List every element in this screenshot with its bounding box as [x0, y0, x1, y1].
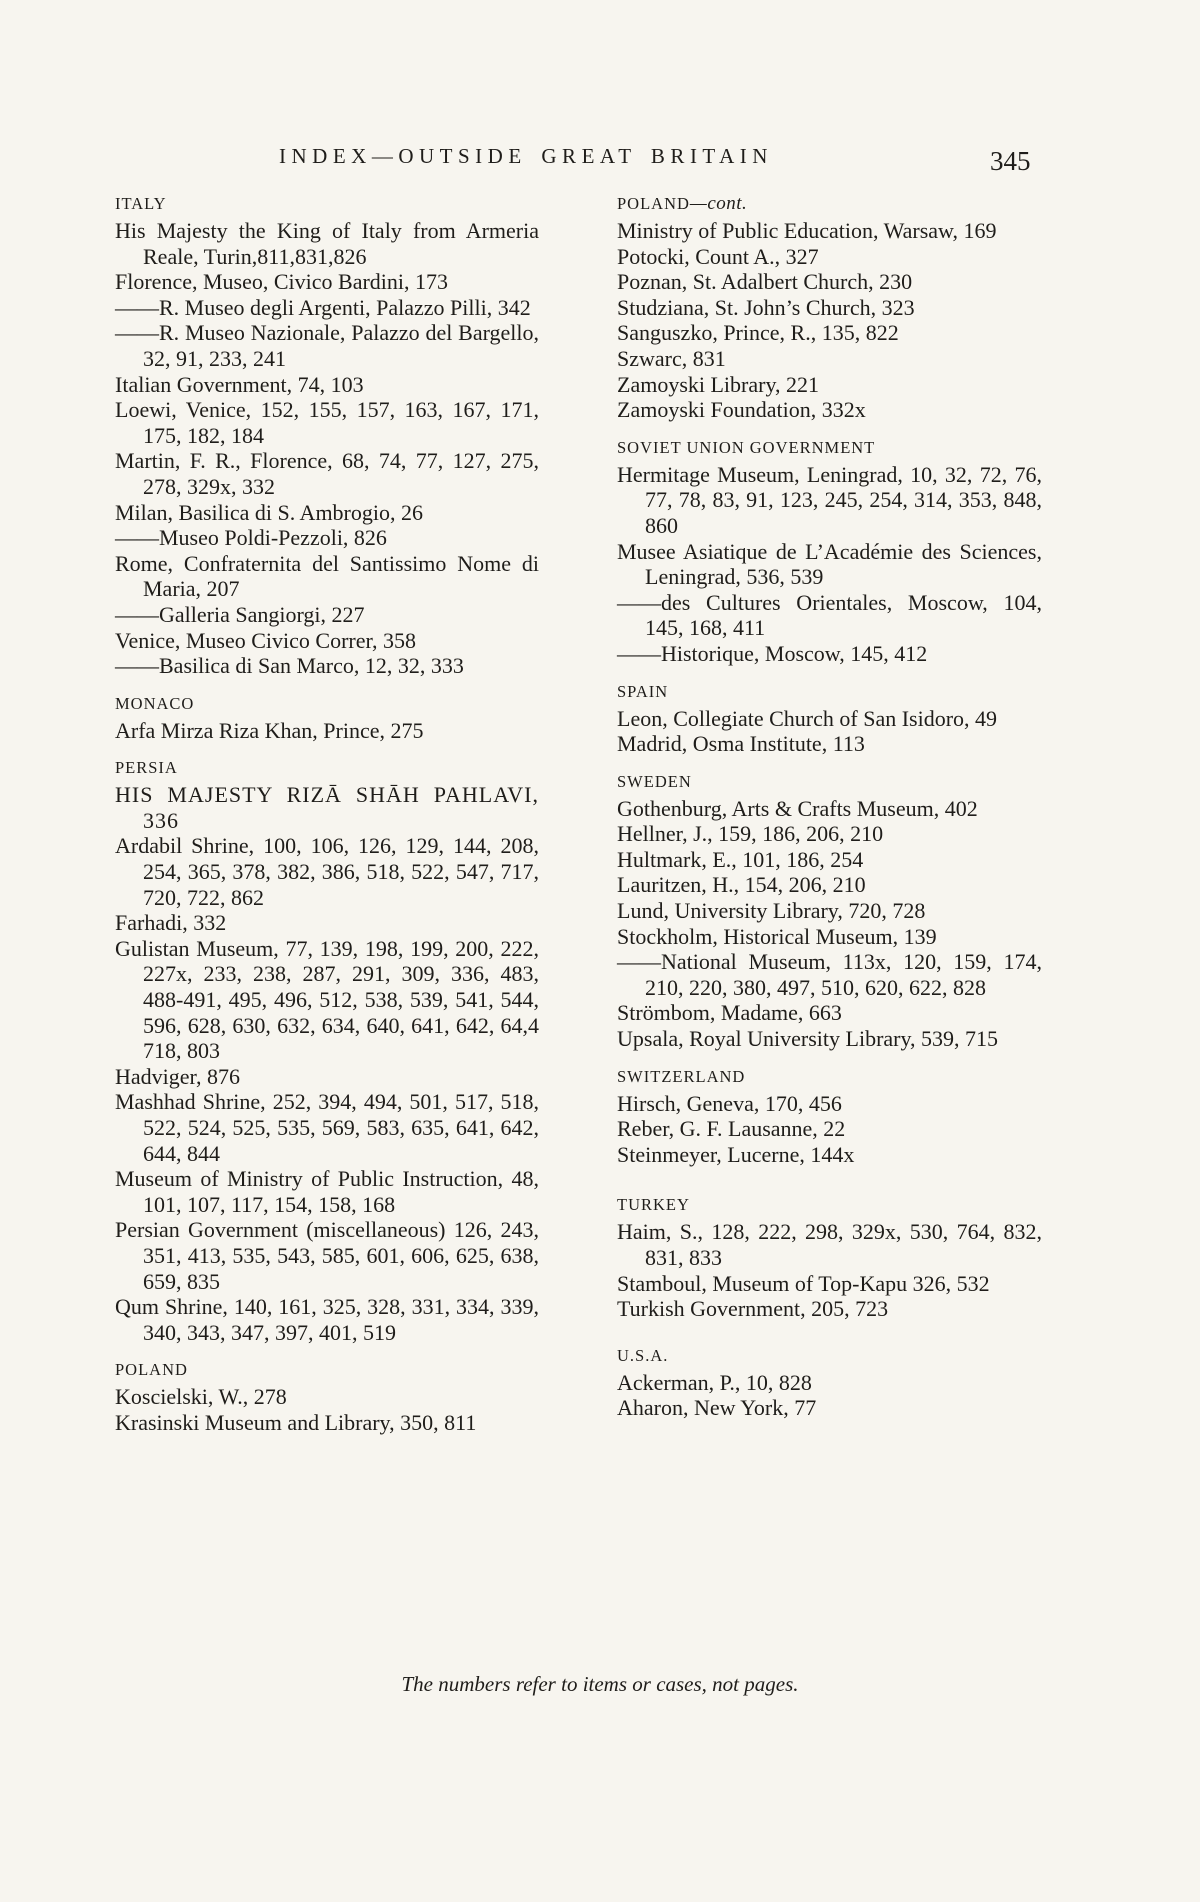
running-title: INDEX—OUTSIDE GREAT BRITAIN [279, 144, 773, 168]
index-entry: Rome, Confraternita del Santissimo Nome di Maria, 207 [115, 550, 539, 602]
index-entry: Loewi, Venice, 152, 155, 157, 163, 167, 171, 175, 182, 184 [115, 397, 539, 448]
index-entry: Koscielski, W., 278 [115, 1384, 287, 1410]
index-entry: Ministry of Public Education, Warsaw, 169 [617, 218, 997, 243]
index-entry: Arfa Mirza Riza Khan, Prince, 275 [115, 717, 424, 743]
section-heading-switzerland: SWITZERLAND [617, 1066, 746, 1086]
section-heading-cont: —cont. [689, 193, 748, 214]
index-entry: Upsala, Royal University Library, 539, 715 [617, 1026, 999, 1052]
index-entry: His Majesty the King of Italy from Armeria Reale, Turin,811,831,826 [115, 218, 539, 269]
index-entry-royal: HIS MAJESTY RIZĀ SHĀH PAHLAVI, 336 [115, 782, 539, 833]
index-entry: Hellner, J., 159, 186, 206, 210 [617, 821, 884, 847]
index-entry: ——des Cultures Orientales, Moscow, 104, 145, 168, 411 [617, 589, 1042, 641]
index-entry: Stockholm, Historical Museum, 139 [617, 923, 937, 949]
index-entry: Aharon, New York, 77 [617, 1395, 817, 1421]
index-entry: Potocki, Count A., 327 [617, 243, 819, 269]
index-entry: Steinmeyer, Lucerne, 144x [617, 1141, 855, 1167]
index-entry: Hermitage Museum, Leningrad, 10, 32, 72, 76, 77, 78, 83, 91, 123, 245, 254, 314, 353, 848, 860 [617, 461, 1042, 538]
index-entry: Museum of Ministry of Public Instruction, 48, 101, 107, 117, 154, 158, 168 [115, 1166, 539, 1217]
section-heading-monaco: MONACO [115, 693, 195, 713]
index-entry: Lund, University Library, 720, 728 [617, 898, 926, 924]
page-number: 345 [990, 146, 1031, 176]
index-entry: Martin, F. R., Florence, 68, 74, 77, 127, 275, 278, 329x, 332 [115, 448, 539, 499]
running-head [0, 144, 1200, 184]
index-entry: Strömbom, Madame, 663 [617, 1000, 842, 1026]
index-entry: Zamoyski Foundation, 332x [617, 397, 866, 423]
index-entry: Florence, Museo, Civico Bardini, 173 [115, 269, 449, 295]
index-entry: Reber, G. F. Lausanne, 22 [617, 1116, 846, 1142]
section-heading-turkey: TURKEY [617, 1195, 690, 1215]
index-entry: Mashhad Shrine, 252, 394, 494, 501, 517, 518, 522, 524, 525, 535, 569, 583, 635, 641, 642, 644, 844 [115, 1089, 539, 1166]
section-heading-spain: SPAIN [617, 681, 669, 701]
index-entry: Farhadi, 332 [115, 910, 227, 936]
index-entry: ——National Museum, 113x, 120, 159, 174, 210, 220, 380, 497, 510, 620, 622, 828 [617, 949, 1042, 1000]
section-heading-persia: PERSIA [115, 758, 178, 778]
index-entry: Haim, S., 128, 222, 298, 329x, 530, 764, 832, 831, 833 [617, 1219, 1042, 1270]
section-heading-poland: POLAND [115, 1360, 188, 1380]
right-column [617, 194, 1042, 1421]
index-entry: Milan, Basilica di S. Ambrogio, 26 [115, 499, 423, 525]
index-entry: Qum Shrine, 140, 161, 325, 328, 331, 334, 339, 340, 343, 347, 397, 401, 519 [115, 1294, 539, 1345]
index-entry: ——Galleria Sangiorgi, 227 [115, 601, 365, 627]
index-entry: Lauritzen, H., 154, 206, 210 [617, 872, 866, 898]
index-entry: ——Historique, Moscow, 145, 412 [617, 640, 928, 666]
index-entry: Poznan, St. Adalbert Church, 230 [617, 269, 913, 295]
index-entry: Stamboul, Museum of Top-Kapu 326, 532 [617, 1270, 990, 1296]
index-entry: Leon, Collegiate Church of San Isidoro, 49 [617, 705, 998, 731]
index-entry: Italian Government, 74, 103 [115, 371, 364, 397]
index-entry: Studziana, St. John’s Church, 323 [617, 294, 915, 320]
footnote: The numbers refer to items or cases, not pages. [401, 1672, 799, 1696]
index-entry: Hadviger, 876 [115, 1063, 240, 1089]
section-heading-sweden: SWEDEN [617, 771, 692, 791]
index-entry: Musee Asiatique de L’Académie des Sciences, Leningrad, 536, 539 [617, 538, 1042, 590]
index-entry: Hirsch, Geneva, 170, 456 [617, 1090, 842, 1116]
index-entry: ——Basilica di San Marco, 12, 32, 333 [115, 653, 464, 679]
index-entry: Ardabil Shrine, 100, 106, 126, 129, 144, 208, 254, 365, 378, 382, 386, 518, 522, 547, 717, 720, 722, 862 [115, 833, 539, 910]
section-heading-label: POLAND [617, 194, 690, 213]
index-entry: Turkish Government, 205, 723 [617, 1296, 889, 1322]
index-entry: Ackerman, P., 10, 828 [617, 1369, 812, 1395]
index-entry: Gulistan Museum, 77, 139, 198, 199, 200, 222, 227x, 233, 238, 287, 291, 309, 336, 483, 488-491, 495, 496, 512, 538, 539, 541, 544, 596, 628, 630, 632, 634, 640, 641, 642, 64,4 718, 803 [115, 935, 539, 1064]
index-entry: ——R. Museo degli Argenti, Palazzo Pilli, 342 [115, 294, 531, 320]
index-entry: Krasinski Museum and Library, 350, 811 [115, 1409, 477, 1435]
index-entry: Persian Government (miscellaneous) 126, 243, 351, 413, 535, 543, 585, 601, 606, 625, 638, 659, 835 [115, 1217, 539, 1294]
index-entry: Zamoyski Library, 221 [617, 371, 820, 397]
index-entry: Sanguszko, Prince, R., 135, 822 [617, 320, 899, 346]
index-entry: Hultmark, E., 101, 186, 254 [617, 846, 864, 872]
section-heading-usa: U.S.A. [617, 1345, 669, 1365]
index-entry: Madrid, Osma Institute, 113 [617, 731, 865, 757]
index-entry: ——Museo Poldi-Pezzoli, 826 [115, 525, 387, 551]
section-heading-italy: ITALY [115, 194, 167, 213]
index-entry: Szwarc, 831 [617, 345, 726, 371]
index-entry: ——R. Museo Nazionale, Palazzo del Bargello, 32, 91, 233, 241 [115, 320, 539, 371]
index-entry: Venice, Museo Civico Correr, 358 [115, 627, 416, 653]
index-entry: Gothenburg, Arts & Crafts Museum, 402 [617, 795, 978, 821]
section-heading-soviet-union: SOVIET UNION GOVERNMENT [617, 437, 876, 457]
section-heading-poland-cont [617, 194, 1042, 214]
left-column [115, 194, 539, 1436]
